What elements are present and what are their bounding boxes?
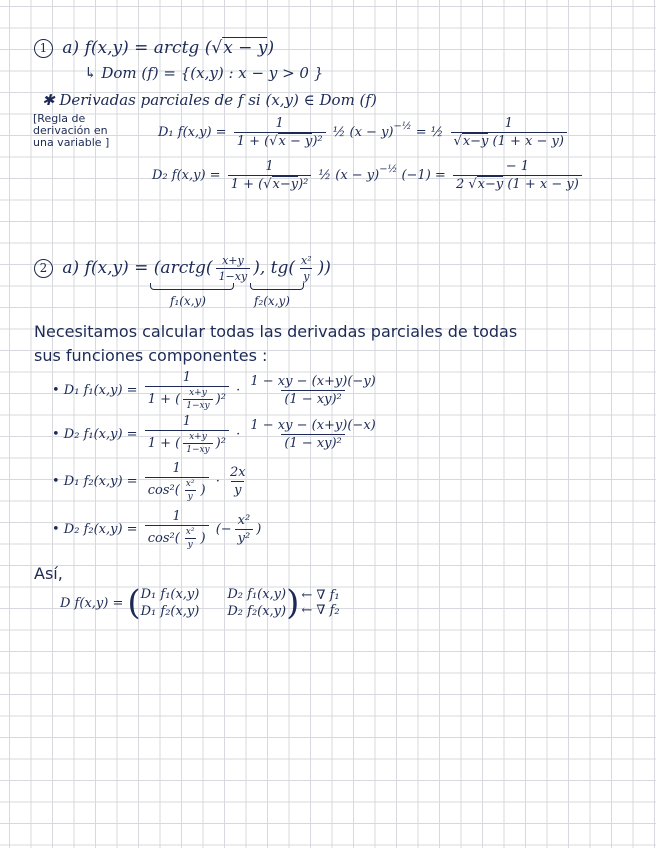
ex1-d2-frac-a-den: 1 + (√x−y)² bbox=[228, 175, 312, 192]
ex1-function-close: ) bbox=[267, 38, 275, 58]
ex2-text-line2: sus funciones componentes : bbox=[34, 346, 268, 365]
ex2-item-frac-a: 1 cos²( $\frac{\text{x²}}{y}$ ) bbox=[145, 461, 209, 502]
ex2-text-line1: Necesitamos calcular todas las derivadas parciales de todas bbox=[34, 322, 518, 341]
ex2-item-frac-a: 1 1 + ( $\frac{x+y}{1-xy}$ )² bbox=[145, 370, 229, 411]
ex1-note-line: derivación en bbox=[33, 124, 108, 137]
ex2-item-frac-b: $\frac{1 - xy - (x+y)(-y)}{\text{(1 − xy)²}}$ bbox=[250, 374, 376, 407]
ex2-item-lhs: • D₁ f₂(x,y) = bbox=[52, 474, 138, 489]
ex2-item-neg-open: (− bbox=[215, 522, 232, 537]
ex2-number: 2 bbox=[34, 259, 53, 278]
ex2-item-frac-a: 1 1 + ( $\frac{x+y}{1-xy}$ )² bbox=[145, 414, 229, 455]
ex1-function: f(x,y) = arctg ( bbox=[84, 38, 212, 58]
ex1-d1-frac-r-num: 1 bbox=[504, 116, 513, 131]
ex2-f2-label: f₂(x,y) bbox=[254, 294, 290, 308]
ex1-note bbox=[33, 113, 109, 149]
ex2-matrix-cell: D₁ f₁(x,y) bbox=[140, 587, 200, 602]
ex1-number: 1 bbox=[34, 39, 53, 58]
ex2-title bbox=[34, 254, 331, 283]
ex1-function-radicand: x − y bbox=[223, 38, 268, 58]
ex1-domain: ↳ Dom (f) = {(x,y) : x − y > 0 } bbox=[84, 64, 324, 82]
ex1-d1-frac-a-num: 1 bbox=[275, 116, 284, 131]
ex2-item-neg-frac: $\frac{\text{x²}}{\text{y²}}$ bbox=[235, 513, 254, 546]
ex2-item-lhs: • D₁ f₁(x,y) = bbox=[52, 383, 138, 398]
ex1-d1-lhs: D₁ f(x,y) = bbox=[158, 125, 227, 140]
ex2-item-neg-close: ) bbox=[256, 522, 262, 537]
ex2-item-lhs: • D₂ f₂(x,y) = bbox=[52, 522, 138, 537]
ex2-item-d1f1 bbox=[52, 370, 382, 411]
ex2-matrix-cell: D₂ f₂(x,y) bbox=[227, 604, 287, 619]
ex2-item-dot: · bbox=[236, 383, 241, 398]
ex2-item-frac-b: $\frac{1 - xy - (x+y)(-x)}{\text{(1 − xy)²}}$ bbox=[250, 418, 376, 451]
ex2-item-d2f2 bbox=[52, 509, 261, 550]
ex2-item-dot: · bbox=[215, 474, 220, 489]
ex1-d1-eq: = bbox=[415, 125, 427, 140]
ex2-arg1: $\frac{x+y}{1-xy}$ bbox=[216, 254, 251, 283]
ex1-d1-mid: ½ (x − y) bbox=[332, 125, 394, 140]
ex2-matrix-cell: D₂ f₁(x,y) bbox=[227, 587, 287, 602]
ex1-note-line: [Regla de bbox=[33, 112, 86, 125]
ex1-d1-formula bbox=[158, 116, 570, 149]
ex1-d1-half: ½ bbox=[430, 125, 444, 140]
ex1-d1-frac-a-den: 1 + (√x − y)² bbox=[234, 132, 326, 149]
ex2-func-pre: f(x,y) = (arctg( bbox=[84, 258, 213, 278]
ex1-d2-frac-r-num: − 1 bbox=[505, 159, 529, 174]
ex1-d2-formula bbox=[152, 159, 585, 192]
ex1-d2-lhs: D₂ f(x,y) = bbox=[152, 168, 221, 183]
ex1-d1-frac-r-den: √x−y (1 + x − y) bbox=[451, 132, 567, 149]
ex1-d1-frac-a bbox=[234, 116, 326, 149]
ex2-item-frac-b: $\frac{2x}{y}$ bbox=[229, 465, 246, 498]
ex1-d1-mid-exp: −½ bbox=[393, 121, 412, 132]
ex2-gradient-label: ← ∇ f₁ bbox=[301, 588, 340, 603]
ex2-func-close: )) bbox=[317, 258, 331, 278]
ex2-gradient-label: ← ∇ f₂ bbox=[301, 603, 340, 618]
matrix-open-paren: ( bbox=[127, 583, 141, 623]
ex2-gradients bbox=[301, 588, 339, 618]
ex2-matrix bbox=[60, 583, 340, 623]
ex1-title bbox=[34, 38, 274, 58]
ex2-matrix-grid bbox=[141, 587, 287, 619]
ex2-matrix-lhs: D f(x,y) = bbox=[60, 595, 124, 611]
ex1-header: ✱ Derivadas parciales de f si (x,y) ∈ Dom (f) bbox=[42, 91, 377, 109]
ex2-f1-label: f₁(x,y) bbox=[170, 294, 206, 308]
ex2-item-d2f1 bbox=[52, 414, 382, 455]
ex1-d2-frac-a bbox=[228, 159, 312, 192]
ex2-label: a) bbox=[62, 258, 80, 278]
ex2-item-dot: · bbox=[236, 427, 241, 442]
ex1-d2-frac-r-den: 2 √x−y (1 + x − y) bbox=[453, 175, 582, 192]
ex1-d2-frac-r bbox=[453, 159, 582, 192]
ex1-d1-frac-r bbox=[451, 116, 567, 149]
sqrt-symbol: √ bbox=[211, 38, 223, 58]
ex1-d2-mid: ½ (x − y) bbox=[318, 168, 380, 183]
ex2-asi: Así, bbox=[34, 564, 63, 583]
matrix-close-paren: ) bbox=[286, 583, 300, 623]
ex2-underline-f1 bbox=[150, 283, 234, 290]
ex1-d2-mid-exp: −½ bbox=[379, 164, 398, 175]
ex2-underline-f2 bbox=[250, 283, 304, 290]
ex1-d2-frac-a-num: 1 bbox=[265, 159, 274, 174]
ex1-d2-mid-post: (−1) = bbox=[401, 168, 446, 183]
ex2-matrix-cell: D₁ f₂(x,y) bbox=[140, 604, 200, 619]
ex2-arg2: $\frac{\text{x²}}{y}$ bbox=[301, 254, 312, 283]
ex2-item-lhs: • D₂ f₁(x,y) = bbox=[52, 427, 138, 442]
ex2-item-d1f2 bbox=[52, 461, 252, 502]
ex1-note-line: una variable ] bbox=[33, 136, 110, 149]
ex1-label: a) bbox=[62, 38, 80, 58]
ex2-func-mid: ), tg( bbox=[253, 258, 295, 278]
ex2-item-frac-a: 1 cos²( $\frac{\text{x²}}{y}$ ) bbox=[145, 509, 209, 550]
